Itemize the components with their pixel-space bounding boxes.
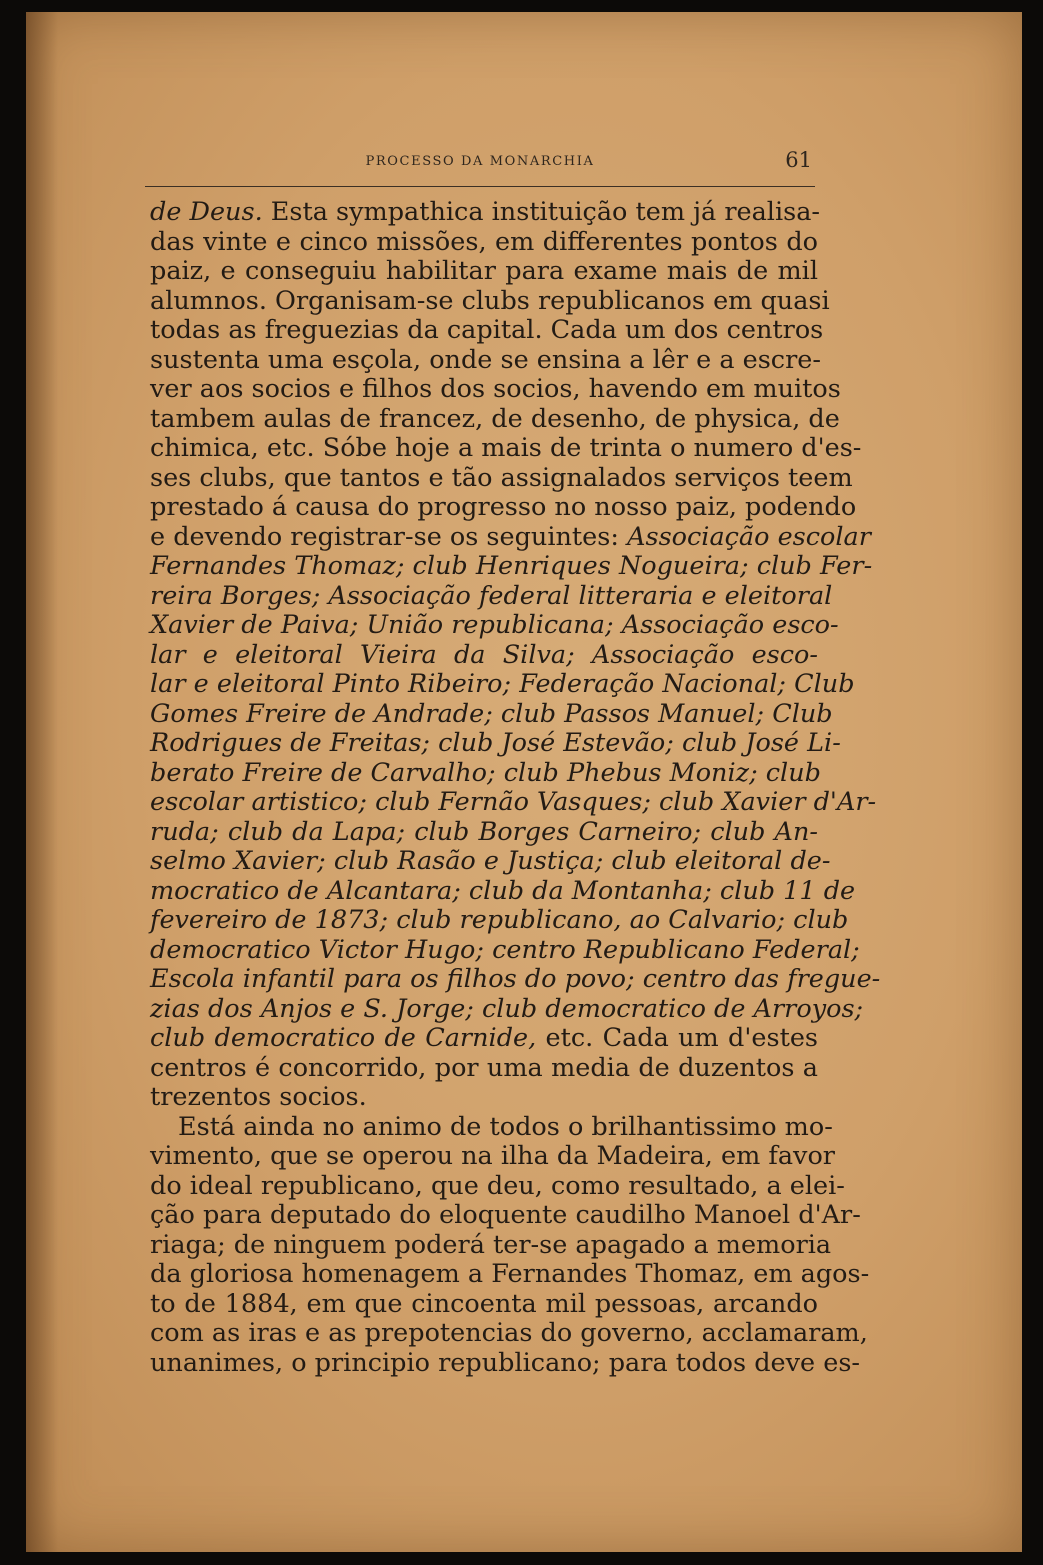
text-segment: Está ainda no animo de todos o brilhantissimo mo- (178, 1111, 833, 1142)
text-line (150, 993, 864, 1025)
body-text (150, 197, 881, 1378)
text-line (150, 492, 857, 523)
text-line (150, 641, 818, 671)
italic-segment: zias dos Anjos e S. Jorge; club democratico de Arroyos; (150, 993, 864, 1024)
text-line (150, 669, 855, 700)
text-segment: alumnos. Organisam-se clubs republicanos em quasi (150, 285, 830, 316)
text-segment: riaga; de ninguem poderá ter-se apagado a memoria (150, 1229, 832, 1260)
text-line (150, 964, 881, 995)
text-segment: todas as freguezias da capital. Cada um dos centros (150, 315, 824, 345)
text-line (150, 1111, 833, 1143)
text-segment: tambem aulas de francez, de desenho, de physica, de (150, 403, 840, 434)
text-line (150, 403, 840, 435)
text-segment: ver aos socios e filhos dos socios, havendo em muitos (150, 374, 841, 404)
text-line (150, 1170, 845, 1202)
text-segment: das vinte e cinco missões, em differentes pontos do (150, 226, 818, 257)
text-line (150, 1290, 818, 1320)
text-line (150, 1347, 861, 1379)
text-line (150, 1200, 861, 1231)
text-line (150, 285, 830, 317)
text-line (150, 1083, 818, 1113)
text-line (150, 905, 849, 936)
text-line (150, 228, 818, 258)
text-line (150, 1259, 870, 1290)
text-line (150, 1054, 818, 1084)
text-line (150, 846, 831, 877)
text-line (150, 344, 821, 376)
text-segment: chimica, etc. Sóbe hoje a mais de trinta o numero d'es- (150, 433, 862, 463)
italic-segment: Associação escolar (627, 521, 871, 552)
text-segment: vimento, que se operou na ilha da Madeira, em favor (150, 1141, 835, 1171)
text-line (150, 1141, 835, 1172)
italic-segment: Xavier de Paiva; União republicana; Associação esco- (150, 610, 839, 640)
italic-segment: Escola infantil para os filhos do povo; centro das fregue- (150, 964, 881, 994)
header-rule (145, 186, 815, 187)
text-line (150, 1229, 832, 1261)
text-line (150, 698, 833, 730)
text-segment: unanimes, o principio republicano; para todos deve es- (150, 1347, 861, 1378)
italic-segment: club democratico de Carnide, (150, 1023, 537, 1053)
page-number: 61 (785, 148, 812, 172)
text-segment: e devendo registrar-se os seguintes: (150, 521, 628, 552)
text-line (150, 1024, 818, 1054)
text-line (150, 818, 818, 848)
text-line (150, 374, 841, 405)
text-segment: trezentos socios. (150, 1082, 367, 1112)
text-line (150, 757, 821, 789)
text-line (150, 934, 860, 966)
text-line (150, 197, 821, 228)
italic-segment: selmo Xavier; club Rasão e Justiça; club eleitoral de- (150, 846, 831, 876)
text-line (150, 1318, 868, 1349)
text-segment: to de 1884, em que cincoenta mil pessoas, arcando (150, 1288, 818, 1319)
text-line (150, 875, 856, 907)
italic-segment: lar e eleitoral Pinto Ribeiro; Federação Nacional; Club (150, 669, 855, 699)
text-segment: centros é concorrido, por uma media de duzentos a (150, 1052, 818, 1083)
running-title: PROCESSO DA MONARCHIA (365, 154, 595, 169)
text-line (150, 551, 873, 582)
italic-segment: de Deus. (150, 197, 263, 227)
text-line (150, 787, 877, 818)
page-header (146, 148, 814, 174)
text-line (150, 580, 833, 612)
italic-segment: ruda; club da Lapa; club Borges Carneiro; club An- (150, 816, 818, 847)
text-line (150, 728, 841, 759)
text-line (150, 257, 818, 287)
text-segment: ção para deputado do eloquente caudilho Manoel d'Ar- (150, 1200, 861, 1230)
italic-segment: escolar artistico; club Fernão Vasques; club Xavier d'Ar- (150, 787, 877, 817)
text-line (150, 462, 853, 494)
italic-segment: Fernandes Thomaz; club Henriques Nogueira; club Fer- (150, 551, 873, 581)
italic-segment: Gomes Freire de Andrade; club Passos Manuel; Club (150, 698, 833, 729)
italic-segment: Rodrigues de Freitas; club José Estevão; club José Li- (150, 728, 841, 758)
italic-segment: democratico Victor Hugo; centro Republicano Federal; (150, 934, 860, 965)
text-segment: Esta sympathica instituição tem já realisa- (262, 197, 821, 227)
text-line (150, 521, 871, 553)
italic-segment: reira Borges; Associação federal litteraria e eleitoral (150, 580, 833, 611)
text-segment: ses clubs, que tantos e tão assignalados serviços teem (150, 462, 853, 493)
text-segment: do ideal republicano, que deu, como resultado, a elei- (150, 1170, 845, 1201)
page-spine-shadow (26, 12, 58, 1552)
text-line (150, 433, 862, 464)
text-segment: sustenta uma esçola, onde se ensina a lêr e a escre- (150, 344, 821, 375)
text-segment: da gloriosa homenagem a Fernandes Thomaz, em agos- (150, 1259, 870, 1289)
text-segment: prestado á causa do progresso no nosso paiz, podendo (150, 492, 857, 522)
italic-segment: mocratico de Alcantara; club da Montanha; club 11 de (150, 875, 856, 906)
text-segment: com as iras e as prepotencias do governo, acclamaram, (150, 1318, 868, 1348)
text-segment: paiz, e conseguiu habilitar para exame mais de mil (150, 256, 818, 286)
text-segment: etc. Cada um d'estes (536, 1023, 818, 1053)
text-line (150, 315, 824, 346)
italic-segment: berato Freire de Carvalho; club Phebus Moniz; club (150, 757, 821, 788)
italic-segment: fevereiro de 1873; club republicano, ao Calvario; club (150, 905, 849, 935)
text-line (150, 610, 839, 641)
italic-segment: lar e eleitoral Vieira da Silva; Associação esco- (150, 639, 818, 670)
